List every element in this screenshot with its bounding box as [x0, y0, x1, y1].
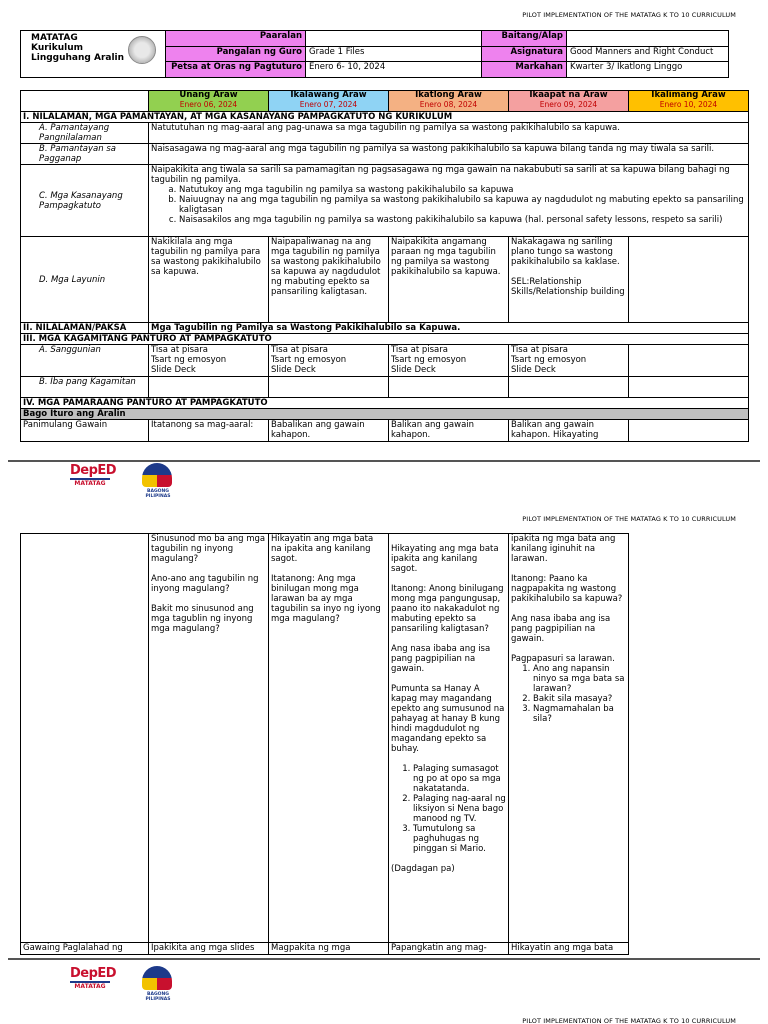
paksa-text: Mga Tagubilin ng Pamilya sa Wastong Pakikihalubilo sa Kapuwa. [149, 323, 749, 334]
petsa-label: Petsa at Oras ng Pagtuturo [166, 62, 306, 78]
paglalahad-day-3: Papangkatin ang mag- [389, 943, 509, 955]
day-header-4: Ikaapat na Araw Enero 09, 2024 [509, 91, 629, 112]
footer-logos [70, 463, 200, 497]
day-header-3: Ikatlong Araw Enero 08, 2024 [389, 91, 509, 112]
iba-day-5 [629, 377, 749, 398]
deped-logo [70, 463, 122, 497]
iba-label: B. Iba pang Kagamitan [21, 377, 149, 398]
footer-logos-2 [70, 966, 200, 1000]
day-header-5: Ikalimang Araw Enero 10, 2024 [629, 91, 749, 112]
cont-day-1: Sinusunod mo ba ang mga tagubilin ng inyong magulang? Ano-ano ang tagubilin ng inyong magulang? Bakit mo sinusunod ang mga tagublin ng inyong mga magulang? [149, 534, 269, 943]
bagong-pilipinas-logo [134, 966, 182, 1000]
cont-label [21, 534, 149, 943]
matatag-text: MATATAG [70, 981, 110, 990]
pagganap-label: B. Pamantayan sa Pagganap [21, 144, 149, 165]
layunin-label: D. Mga Layunin [21, 237, 149, 323]
kasanayan-label: C. Mga Kasanayang Pampagkatuto [21, 165, 149, 237]
markahan-value: Kwarter 3/ Ikatlong Linggo [567, 62, 729, 78]
cont-day-2: Hikayatin ang mga bata na ipakita ang kanilang sagot. Itatanong: Ang mga binilugan mong mga larawan ba ay mga tagubilin sa inyo ng iyong mga magulang? [269, 534, 389, 943]
layunin-day-3: Naipakikita angamang paraan ng mga tagubilin ng pamilya sa wastong pakikihalubilo sa kapuwa. [389, 237, 509, 323]
lesson-table-continued [20, 533, 629, 955]
pilot-header-3: PILOT IMPLEMENTATION OF THE MATATAG K TO 10 CURRICULUM [522, 1017, 736, 1024]
page-break-rule [8, 460, 760, 462]
panimulang-day-5 [629, 420, 749, 442]
pilot-header-2: PILOT IMPLEMENTATION OF THE MATATAG K TO 10 CURRICULUM [522, 515, 736, 523]
kasanayan-item: a. Natutukoy ang mga tagubilin ng pamilya sa wastong pakikihalubilo sa kapuwa [179, 185, 746, 195]
iba-day-3 [389, 377, 509, 398]
pilot-header-1: PILOT IMPLEMENTATION OF THE MATATAG K TO 10 CURRICULUM [522, 11, 736, 19]
kasanayan-intro: Naipakikita ang tiwala sa sarili sa pamamagitan ng pagsasagawa ng mga gawain na nakabubuti sa sarili at sa kapuwa bilang bahagi ng tagubilin ng pamilya. [151, 165, 730, 185]
deped-seal-icon [128, 36, 156, 64]
bagong-pilipinas-icon [142, 966, 172, 990]
asignatura-label: Asignatura [482, 46, 567, 62]
baitang-label: Baitang/Alap [482, 31, 567, 47]
panimulang-label: Panimulang Gawain [21, 420, 149, 442]
cont-day-3-text: Hikayating ang mga bata ipakita ang kanilang sagot. Itanong: Anong binilugang mong mga pangungusap, paano ito nakakadulot ng mabuting epekto sa pansariling kaligtasan? Ang nasa ibaba ang isa pang pagpipilian na gawain. Pumunta sa Hanay A kapag may magandang epekto ang sumusunod na pahayag at hanay B kung hindi magdudulot ng magandang epekto sa buhay. [391, 544, 505, 754]
sanggunian-day-3: Tisa at pisara Tsart ng emosyon Slide Deck [389, 345, 509, 377]
section-3-heading: III. MGA KAGAMITANG PANTURO AT PAMPAGKATUTO [21, 334, 749, 345]
guro-label: Pangalan ng Guro [166, 46, 306, 62]
guro-value: Grade 1 Files [306, 46, 482, 62]
deped-text: DepED [70, 463, 117, 478]
corner-cell [21, 91, 149, 112]
asignatura-value: Good Manners and Right Conduct [567, 46, 729, 62]
cont-day-4-text: ipakita ng mga bata ang kanilang iginuhit na larawan. Itanong: Paano ka nagpapakita ng wastong pakikihalubilo sa kapuwa? Ang nasa ibaba ang isa pang pagpipilian na gawain. Pagpapasuri sa larawan. [511, 534, 623, 664]
hanay-item: 2. Palaging nag-aaral ng liksiyon si Nena bago manood ng TV. [413, 794, 506, 824]
bagong-pilipinas-logo [134, 463, 182, 497]
deped-logo [70, 966, 122, 1000]
layunin-day-2: Naipapaliwanag na ang mga tagubilin ng pamilya sa wastong pakikihalubilo sa kapuwa ay nagdudulot ng mabuting epekto sa pansariling kaligtasan. [269, 237, 389, 323]
kasanayan-cell [149, 165, 749, 237]
page-break-rule-2 [8, 958, 760, 960]
iba-day-1 [149, 377, 269, 398]
paaralan-value [306, 31, 482, 47]
pamantayang-text: Natututuhan ng mag-aaral ang pag-unawa sa mga tagubilin ng pamilya sa wastong pakikihalubilo sa kapuwa. [149, 123, 749, 144]
paglalahad-label: Gawaing Paglalahad ng [21, 943, 149, 955]
cont-day-3 [389, 534, 509, 943]
kasanayan-item: b. Naiuugnay na ang mga tagubilin ng pamilya sa wastong pakikihalubilo sa kapuwa ay nagdudulot ng mabuting epekto sa pansariling kaligtasan [179, 195, 746, 215]
sanggunian-day-5 [629, 345, 749, 377]
markahan-label: Markahan [482, 62, 567, 78]
layunin-day-4: Nakakagawa ng sariling plano tungo sa wastong pakikihalubilo sa kaklase. SEL:Relationship Skills/Relationship building [509, 237, 629, 323]
paglalahad-day-2: Magpakita ng mga [269, 943, 389, 955]
section-1-heading: I. NILALAMAN, MGA PAMANTAYAN, AT MGA KASANAYANG PAMPAGKATUTO NG KURIKULUM [21, 112, 749, 123]
paglalahad-day-4: Hikayatin ang mga bata [509, 943, 629, 955]
panimulang-day-4: Balikan ang gawain kahapon. Hikayating [509, 420, 629, 442]
curriculum-title: MATATAG Kurikulum Lingguhang Aralin [21, 31, 166, 78]
pagganap-text: Naisasagawa ng mag-aaral ang mga tagubilin ng pamilya sa wastong pakikihalubilo sa kapuwa bilang tanda ng may tiwala sa sarili. [149, 144, 749, 165]
sanggunian-day-1: Tisa at pisara Tsart ng emosyon Slide Deck [149, 345, 269, 377]
panimulang-day-1: Itatanong sa mag-aaral: [149, 420, 269, 442]
bagong-text: BAGONG PILIPINAS [145, 992, 171, 1002]
day-header-2: Ikalawang Araw Enero 07, 2024 [269, 91, 389, 112]
panimulang-day-2: Babalikan ang gawain kahapon. [269, 420, 389, 442]
iba-day-4 [509, 377, 629, 398]
sanggunian-day-4: Tisa at pisara Tsart ng emosyon Slide Deck [509, 345, 629, 377]
layunin-day-1: Nakikilala ang mga tagubilin ng pamilya para sa wastong pakikihalubilo sa kapuwa. [149, 237, 269, 323]
deped-text: DepED [70, 966, 117, 981]
baitang-value [567, 31, 729, 47]
bagong-text: BAGONG PILIPINAS [145, 489, 171, 499]
header-table [20, 30, 729, 78]
paaralan-label: Paaralan [166, 31, 306, 47]
kasanayan-item: c. Naisasakilos ang mga tagubilin ng pamilya sa wastong pakikihalubilo sa kapuwa (hal. personal safety lessons, respeto sa sarili) [179, 215, 746, 225]
section-2-heading: II. NILALAMAN/PAKSA [21, 323, 149, 334]
dagdagan-note: (Dagdagan pa) [391, 864, 455, 874]
layunin-day-5 [629, 237, 749, 323]
cont-day-4 [509, 534, 629, 943]
section-4-heading: IV. MGA PAMARAANG PANTURO AT PAMPAGKATUTO [21, 398, 749, 409]
hanay-item: 3. Tumutulong sa paghuhugas ng pinggan si Mario. [413, 824, 506, 854]
sanggunian-label: A. Sanggunian [21, 345, 149, 377]
pagsusuri-item: 3. Nagmamahalan ba sila? [533, 704, 626, 724]
pagsusuri-item: 2. Bakit sila masaya? [533, 694, 626, 704]
pagsusuri-item: 1. Ano ang napansin ninyo sa mga bata sa larawan? [533, 664, 626, 694]
iba-day-2 [269, 377, 389, 398]
petsa-value: Enero 6- 10, 2024 [306, 62, 482, 78]
lesson-table [20, 90, 749, 442]
panimulang-day-3: Balikan ang gawain kahapon. [389, 420, 509, 442]
bagong-pilipinas-icon [142, 463, 172, 487]
pamantayang-label: A. Pamantayang Pangnilalaman [21, 123, 149, 144]
paglalahad-day-1: Ipakikita ang mga slides [149, 943, 269, 955]
day-header-1: Unang Araw Enero 06, 2024 [149, 91, 269, 112]
bago-ituro-heading: Bago Ituro ang Aralin [21, 409, 749, 420]
sanggunian-day-2: Tisa at pisara Tsart ng emosyon Slide Deck [269, 345, 389, 377]
matatag-text: MATATAG [70, 478, 110, 487]
hanay-item: 1. Palaging sumasagot ng po at opo sa mga nakatatanda. [413, 764, 506, 794]
